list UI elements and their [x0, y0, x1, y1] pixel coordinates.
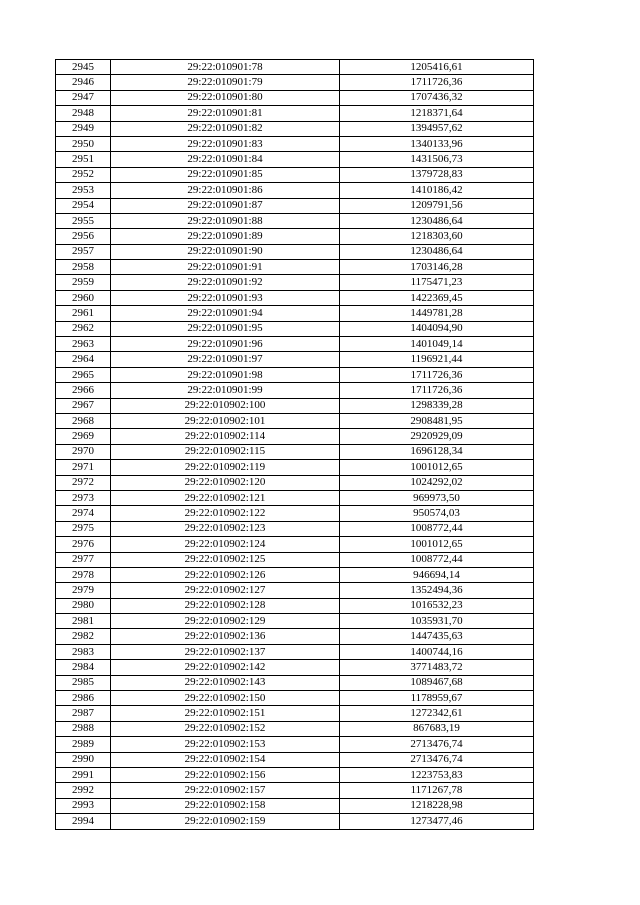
- cadastral-value-cell: 1230486,64: [340, 244, 534, 259]
- table-row: [56, 321, 534, 336]
- row-number-cell: 2964: [56, 352, 111, 367]
- cadastral-number-cell: 29:22:010902:137: [111, 644, 340, 659]
- table-row: [56, 598, 534, 613]
- cadastral-number-cell: 29:22:010901:90: [111, 244, 340, 259]
- table-row: [56, 167, 534, 182]
- cadastral-number-cell: 29:22:010901:79: [111, 75, 340, 90]
- cadastral-number-cell: 29:22:010901:84: [111, 152, 340, 167]
- table-body: [56, 60, 534, 830]
- cadastral-number-cell: 29:22:010902:114: [111, 429, 340, 444]
- table-row: [56, 783, 534, 798]
- table-row: [56, 337, 534, 352]
- cadastral-number-cell: 29:22:010902:100: [111, 398, 340, 413]
- cadastral-value-cell: 1352494,36: [340, 583, 534, 598]
- cadastral-number-cell: 29:22:010902:143: [111, 675, 340, 690]
- table-row: [56, 290, 534, 305]
- cadastral-value-cell: 1272342,61: [340, 706, 534, 721]
- row-number-cell: 2948: [56, 106, 111, 121]
- cadastral-number-cell: 29:22:010902:128: [111, 598, 340, 613]
- cadastral-value-cell: 1209791,56: [340, 198, 534, 213]
- cadastral-number-cell: 29:22:010901:92: [111, 275, 340, 290]
- cadastral-number-cell: 29:22:010902:150: [111, 691, 340, 706]
- cadastral-value-cell: 2713476,74: [340, 752, 534, 767]
- table-row: [56, 90, 534, 105]
- cadastral-value-cell: 1410186,42: [340, 183, 534, 198]
- cadastral-number-cell: 29:22:010902:122: [111, 506, 340, 521]
- table-row: [56, 183, 534, 198]
- cadastral-number-cell: 29:22:010902:154: [111, 752, 340, 767]
- cadastral-value-cell: 2920929,09: [340, 429, 534, 444]
- cadastral-number-cell: 29:22:010902:121: [111, 490, 340, 505]
- row-number-cell: 2987: [56, 706, 111, 721]
- table-row: [56, 644, 534, 659]
- row-number-cell: 2989: [56, 737, 111, 752]
- table-row: [56, 152, 534, 167]
- cadastral-number-cell: 29:22:010902:115: [111, 444, 340, 459]
- cadastral-value-cell: 1449781,28: [340, 306, 534, 321]
- table-row: [56, 767, 534, 782]
- row-number-cell: 2992: [56, 783, 111, 798]
- table-row: [56, 260, 534, 275]
- cadastral-value-cell: 1711726,36: [340, 75, 534, 90]
- cadastral-value-cell: 1218228,98: [340, 798, 534, 813]
- row-number-cell: 2949: [56, 121, 111, 136]
- row-number-cell: 2953: [56, 183, 111, 198]
- row-number-cell: 2969: [56, 429, 111, 444]
- row-number-cell: 2976: [56, 537, 111, 552]
- row-number-cell: 2986: [56, 691, 111, 706]
- table-row: [56, 475, 534, 490]
- table-row: [56, 383, 534, 398]
- table-row: [56, 75, 534, 90]
- cadastral-value-cell: 1703146,28: [340, 260, 534, 275]
- table-row: [56, 275, 534, 290]
- cadastral-value-cell: 1404094,90: [340, 321, 534, 336]
- table-row: [56, 429, 534, 444]
- cadastral-value-cell: 1379728,83: [340, 167, 534, 182]
- row-number-cell: 2977: [56, 552, 111, 567]
- cadastral-number-cell: 29:22:010901:86: [111, 183, 340, 198]
- cadastral-number-cell: 29:22:010902:136: [111, 629, 340, 644]
- table-row: [56, 136, 534, 151]
- cadastral-value-cell: 950574,03: [340, 506, 534, 521]
- cadastral-value-cell: 3771483,72: [340, 660, 534, 675]
- table-row: [56, 490, 534, 505]
- table-row: [56, 675, 534, 690]
- cadastral-number-cell: 29:22:010901:81: [111, 106, 340, 121]
- row-number-cell: 2963: [56, 337, 111, 352]
- cadastral-value-cell: 1008772,44: [340, 521, 534, 536]
- table-row: [56, 814, 534, 829]
- cadastral-number-cell: 29:22:010902:142: [111, 660, 340, 675]
- cadastral-number-cell: 29:22:010901:95: [111, 321, 340, 336]
- row-number-cell: 2988: [56, 721, 111, 736]
- table-row: [56, 213, 534, 228]
- table-row: [56, 106, 534, 121]
- cadastral-value-cell: 1175471,23: [340, 275, 534, 290]
- row-number-cell: 2979: [56, 583, 111, 598]
- cadastral-value-cell: 969973,50: [340, 490, 534, 505]
- cadastral-number-cell: 29:22:010902:151: [111, 706, 340, 721]
- row-number-cell: 2957: [56, 244, 111, 259]
- cadastral-number-cell: 29:22:010901:97: [111, 352, 340, 367]
- table-row: [56, 60, 534, 75]
- cadastral-number-cell: 29:22:010902:153: [111, 737, 340, 752]
- row-number-cell: 2951: [56, 152, 111, 167]
- cadastral-value-cell: 1024292,02: [340, 475, 534, 490]
- row-number-cell: 2962: [56, 321, 111, 336]
- row-number-cell: 2968: [56, 413, 111, 428]
- table-row: [56, 721, 534, 736]
- cadastral-number-cell: 29:22:010902:129: [111, 614, 340, 629]
- row-number-cell: 2958: [56, 260, 111, 275]
- row-number-cell: 2994: [56, 814, 111, 829]
- row-number-cell: 2993: [56, 798, 111, 813]
- row-number-cell: 2975: [56, 521, 111, 536]
- cadastral-number-cell: 29:22:010902:125: [111, 552, 340, 567]
- row-number-cell: 2972: [56, 475, 111, 490]
- cadastral-value-cell: 1035931,70: [340, 614, 534, 629]
- cadastral-value-cell: 1223753,83: [340, 767, 534, 782]
- cadastral-number-cell: 29:22:010902:124: [111, 537, 340, 552]
- table-row: [56, 691, 534, 706]
- row-number-cell: 2982: [56, 629, 111, 644]
- row-number-cell: 2959: [56, 275, 111, 290]
- row-number-cell: 2947: [56, 90, 111, 105]
- cadastral-number-cell: 29:22:010902:158: [111, 798, 340, 813]
- row-number-cell: 2974: [56, 506, 111, 521]
- table-row: [56, 444, 534, 459]
- cadastral-number-cell: 29:22:010902:120: [111, 475, 340, 490]
- cadastral-number-cell: 29:22:010901:83: [111, 136, 340, 151]
- cadastral-value-cell: 1711726,36: [340, 383, 534, 398]
- row-number-cell: 2983: [56, 644, 111, 659]
- row-number-cell: 2966: [56, 383, 111, 398]
- table-row: [56, 552, 534, 567]
- cadastral-value-cell: 1089467,68: [340, 675, 534, 690]
- row-number-cell: 2961: [56, 306, 111, 321]
- table-row: [56, 798, 534, 813]
- cadastral-value-cell: 2908481,95: [340, 413, 534, 428]
- cadastral-number-cell: 29:22:010902:123: [111, 521, 340, 536]
- row-number-cell: 2960: [56, 290, 111, 305]
- table-row: [56, 614, 534, 629]
- row-number-cell: 2955: [56, 213, 111, 228]
- cadastral-number-cell: 29:22:010902:126: [111, 567, 340, 582]
- cadastral-number-cell: 29:22:010901:91: [111, 260, 340, 275]
- cadastral-value-cell: 1431506,73: [340, 152, 534, 167]
- cadastral-number-cell: 29:22:010902:157: [111, 783, 340, 798]
- cadastral-value-cell: 1230486,64: [340, 213, 534, 228]
- cadastral-value-cell: 1218371,64: [340, 106, 534, 121]
- row-number-cell: 2952: [56, 167, 111, 182]
- cadastral-value-cell: 1001012,65: [340, 460, 534, 475]
- cadastral-number-cell: 29:22:010901:89: [111, 229, 340, 244]
- table-row: [56, 706, 534, 721]
- cadastral-number-cell: 29:22:010901:82: [111, 121, 340, 136]
- cadastral-value-cell: 1401049,14: [340, 337, 534, 352]
- cadastral-number-cell: 29:22:010902:101: [111, 413, 340, 428]
- cadastral-number-cell: 29:22:010902:159: [111, 814, 340, 829]
- row-number-cell: 2967: [56, 398, 111, 413]
- cadastral-number-cell: 29:22:010902:119: [111, 460, 340, 475]
- cadastral-number-cell: 29:22:010901:87: [111, 198, 340, 213]
- cadastral-value-cell: 1008772,44: [340, 552, 534, 567]
- cadastral-value-cell: 1707436,32: [340, 90, 534, 105]
- cadastral-value-cell: 1205416,61: [340, 60, 534, 75]
- cadastral-number-cell: 29:22:010901:96: [111, 337, 340, 352]
- table-row: [56, 352, 534, 367]
- table-row: [56, 398, 534, 413]
- cadastral-number-cell: 29:22:010901:85: [111, 167, 340, 182]
- row-number-cell: 2985: [56, 675, 111, 690]
- table-row: [56, 567, 534, 582]
- cadastral-number-cell: 29:22:010901:88: [111, 213, 340, 228]
- table-row: [56, 460, 534, 475]
- cadastral-value-cell: 2713476,74: [340, 737, 534, 752]
- row-number-cell: 2956: [56, 229, 111, 244]
- table-row: [56, 306, 534, 321]
- table-row: [56, 121, 534, 136]
- table-row: [56, 198, 534, 213]
- cadastral-value-cell: 1447435,63: [340, 629, 534, 644]
- row-number-cell: 2990: [56, 752, 111, 767]
- table-row: [56, 583, 534, 598]
- row-number-cell: 2984: [56, 660, 111, 675]
- row-number-cell: 2991: [56, 767, 111, 782]
- table-row: [56, 521, 534, 536]
- row-number-cell: 2973: [56, 490, 111, 505]
- cadastral-value-cell: 1178959,67: [340, 691, 534, 706]
- cadastral-value-cell: 1711726,36: [340, 367, 534, 382]
- table-row: [56, 413, 534, 428]
- row-number-cell: 2965: [56, 367, 111, 382]
- table-row: [56, 506, 534, 521]
- cadastral-value-cell: 946694,14: [340, 567, 534, 582]
- cadastral-value-cell: 1001012,65: [340, 537, 534, 552]
- cadastral-number-cell: 29:22:010901:93: [111, 290, 340, 305]
- table-row: [56, 752, 534, 767]
- cadastral-value-table: [55, 59, 534, 830]
- cadastral-number-cell: 29:22:010901:78: [111, 60, 340, 75]
- table-row: [56, 244, 534, 259]
- cadastral-number-cell: 29:22:010901:80: [111, 90, 340, 105]
- table-row: [56, 537, 534, 552]
- cadastral-value-cell: 867683,19: [340, 721, 534, 736]
- cadastral-number-cell: 29:22:010901:94: [111, 306, 340, 321]
- cadastral-number-cell: 29:22:010901:99: [111, 383, 340, 398]
- cadastral-value-cell: 1696128,34: [340, 444, 534, 459]
- table-row: [56, 737, 534, 752]
- row-number-cell: 2971: [56, 460, 111, 475]
- cadastral-number-cell: 29:22:010902:156: [111, 767, 340, 782]
- table-row: [56, 229, 534, 244]
- cadastral-value-cell: 1422369,45: [340, 290, 534, 305]
- table-row: [56, 367, 534, 382]
- cadastral-value-cell: 1171267,78: [340, 783, 534, 798]
- row-number-cell: 2970: [56, 444, 111, 459]
- cadastral-value-cell: 1340133,96: [340, 136, 534, 151]
- row-number-cell: 2980: [56, 598, 111, 613]
- row-number-cell: 2981: [56, 614, 111, 629]
- row-number-cell: 2950: [56, 136, 111, 151]
- cadastral-value-cell: 1016532,23: [340, 598, 534, 613]
- cadastral-value-cell: 1298339,28: [340, 398, 534, 413]
- cadastral-number-cell: 29:22:010902:127: [111, 583, 340, 598]
- cadastral-value-cell: 1196921,44: [340, 352, 534, 367]
- cadastral-number-cell: 29:22:010902:152: [111, 721, 340, 736]
- cadastral-value-cell: 1400744,16: [340, 644, 534, 659]
- row-number-cell: 2978: [56, 567, 111, 582]
- row-number-cell: 2945: [56, 60, 111, 75]
- cadastral-value-cell: 1394957,62: [340, 121, 534, 136]
- table-row: [56, 660, 534, 675]
- table-row: [56, 629, 534, 644]
- row-number-cell: 2954: [56, 198, 111, 213]
- cadastral-value-cell: 1218303,60: [340, 229, 534, 244]
- cadastral-value-cell: 1273477,46: [340, 814, 534, 829]
- row-number-cell: 2946: [56, 75, 111, 90]
- cadastral-number-cell: 29:22:010901:98: [111, 367, 340, 382]
